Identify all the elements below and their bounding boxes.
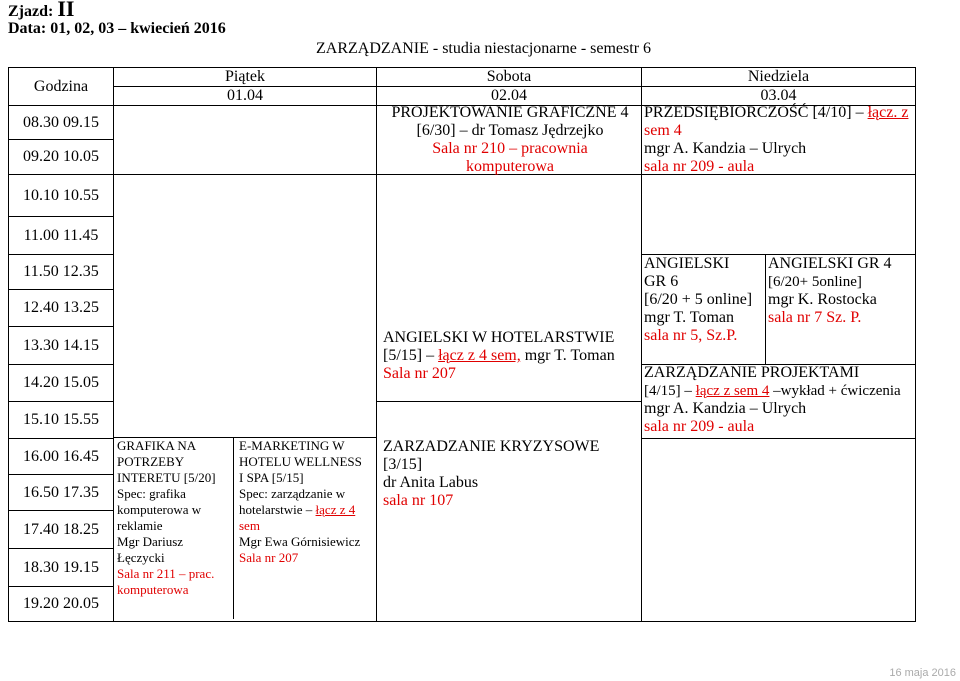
- time-slot: 09.20 10.05: [9, 140, 114, 175]
- date-line: Data: 01, 02, 03 – kwiecień 2016: [8, 20, 226, 37]
- class-hours: [4/15] –: [644, 383, 696, 399]
- class-merge-note: łącz z sem 4: [695, 383, 770, 399]
- day-friday: Piątek: [114, 68, 377, 87]
- class-title-hours: INTERETU [5/20]: [117, 470, 216, 485]
- class-zarzadzanie-kryzysowe: [383, 438, 643, 510]
- class-spec: Spec: zarządzanie w: [239, 486, 346, 501]
- class-title-hours: I SPA [5/15]: [239, 470, 304, 485]
- class-spec: Spec: grafika: [117, 486, 186, 501]
- time-slot: 12.40 13.25: [9, 290, 114, 327]
- class-teacher: Mgr Dariusz: [117, 534, 184, 549]
- class-room: Sala nr 210 – pracownia: [432, 140, 588, 157]
- class-angielski-hotelarstwo: [383, 329, 643, 383]
- class-title: ZARZADZANIE KRYZYSOWE: [383, 438, 600, 455]
- class-hours: [6/20+ 5online]: [768, 274, 862, 290]
- class-zarzadzanie-projektami: [644, 364, 916, 436]
- footer-date: 16 maja 2016: [889, 667, 956, 679]
- class-spec-cont: reklamie: [117, 518, 163, 533]
- class-title-cont: POTRZEBY: [117, 454, 185, 469]
- class-merge-note: łącz. z: [867, 104, 909, 121]
- time-slot: 11.00 11.45: [9, 217, 114, 255]
- class-merge-semester: sem 4: [644, 122, 682, 139]
- class-room: sala nr 107: [383, 492, 454, 509]
- time-slot: 11.50 12.35: [9, 255, 114, 290]
- time-slot: 19.20 20.05: [9, 587, 114, 622]
- class-spec-cont: komputerowa w: [117, 502, 202, 517]
- class-room: Sala nr 207: [383, 365, 456, 382]
- zjazd-line: [8, 0, 74, 21]
- class-e-marketing: [239, 438, 375, 566]
- class-room-type: komputerowa: [466, 158, 554, 175]
- class-title: ANGIELSKI W HOTELARSTWIE: [383, 329, 615, 346]
- class-hours: [6/20 + 5 online]: [644, 291, 753, 308]
- class-room: Sala nr 207: [239, 550, 299, 565]
- time-slot: 15.10 15.55: [9, 402, 114, 439]
- class-teacher-cont: Łęczycki: [117, 550, 165, 565]
- time-slot: 08.30 09.15: [9, 106, 114, 140]
- class-title: ZARZĄDZANIE PROJEKTAMI: [644, 364, 860, 381]
- zjazd-label: Zjazd:: [8, 3, 54, 20]
- class-room: sala nr 209 - aula: [644, 158, 755, 175]
- class-teacher: mgr T. Toman: [644, 309, 734, 326]
- day-sunday: Niedziela: [642, 68, 916, 87]
- day-saturday: Sobota: [377, 68, 642, 87]
- time-slot: 18.30 19.15: [9, 549, 114, 587]
- class-room: sala nr 5, Sz.P.: [644, 327, 738, 344]
- class-title: ANGIELSKI GR 4: [768, 255, 892, 272]
- class-spec-cont: hotelarstwie –: [239, 502, 316, 517]
- class-title: GRAFIKA NA: [117, 438, 197, 453]
- time-slot: 14.20 15.05: [9, 365, 114, 402]
- class-group: GR 6: [644, 273, 679, 290]
- class-projektowanie-graficzne: [380, 104, 640, 176]
- class-teacher: mgr K. Rostocka: [768, 291, 877, 308]
- class-hours: [5/15] –: [383, 347, 439, 364]
- friday-divider-left: [113, 437, 114, 619]
- time-slot: 17.40 18.25: [9, 511, 114, 549]
- class-title: E-MARKETING W: [239, 438, 345, 453]
- class-room: sala nr 7 Sz. P.: [768, 309, 862, 326]
- zjazd-value: II: [57, 0, 75, 21]
- class-grafika-internet: [117, 438, 233, 598]
- time-slot: 10.10 10.55: [9, 175, 114, 217]
- time-slot: 16.00 16.45: [9, 439, 114, 475]
- class-room-type: komputerowa: [117, 582, 189, 597]
- friday-divider-mid: [233, 437, 234, 619]
- class-merge-note: łącz z 4 sem,: [438, 347, 521, 364]
- time-slot: 16.50 17.35: [9, 475, 114, 511]
- class-teacher: dr Anita Labus: [383, 474, 479, 491]
- class-teacher: Mgr Ewa Górnisiewicz: [239, 534, 361, 549]
- class-teacher: mgr A. Kandzia – Ulrych: [644, 400, 807, 417]
- date-sunday: 03.04: [642, 87, 916, 106]
- class-teacher: [6/30] – dr Tomasz Jędrzejko: [416, 122, 604, 139]
- class-title-cont: HOTELU WELLNESS: [239, 454, 362, 469]
- date-friday: 01.04: [114, 87, 377, 106]
- class-angielski-gr6: [644, 255, 762, 345]
- class-przedsiebiorczosc: [644, 104, 914, 176]
- class-merge-note: łącz z 4: [315, 502, 356, 517]
- godzina-header: Godzina: [9, 68, 114, 106]
- class-room: sala nr 209 - aula: [644, 418, 755, 435]
- class-angielski-gr4: [768, 255, 916, 327]
- class-teacher: mgr A. Kandzia – Ulrych: [644, 140, 807, 157]
- class-form: –wykład + ćwiczenia: [769, 383, 901, 399]
- date-saturday: 02.04: [377, 87, 642, 106]
- class-room: Sala nr 211 – prac.: [117, 566, 215, 581]
- class-title: PROJEKTOWANIE GRAFICZNE 4: [391, 104, 629, 121]
- class-merge-semester: sem: [239, 518, 260, 533]
- class-title: ANGIELSKI: [644, 255, 730, 272]
- class-hours: [3/15]: [383, 456, 423, 473]
- page-title: ZARZĄDZANIE - studia niestacjonarne - semestr 6: [316, 40, 652, 57]
- class-title: PRZEDSIĘBIORCZOŚĆ [4/10] –: [644, 104, 868, 121]
- class-teacher: mgr T. Toman: [520, 347, 615, 364]
- time-slot: 13.30 14.15: [9, 327, 114, 365]
